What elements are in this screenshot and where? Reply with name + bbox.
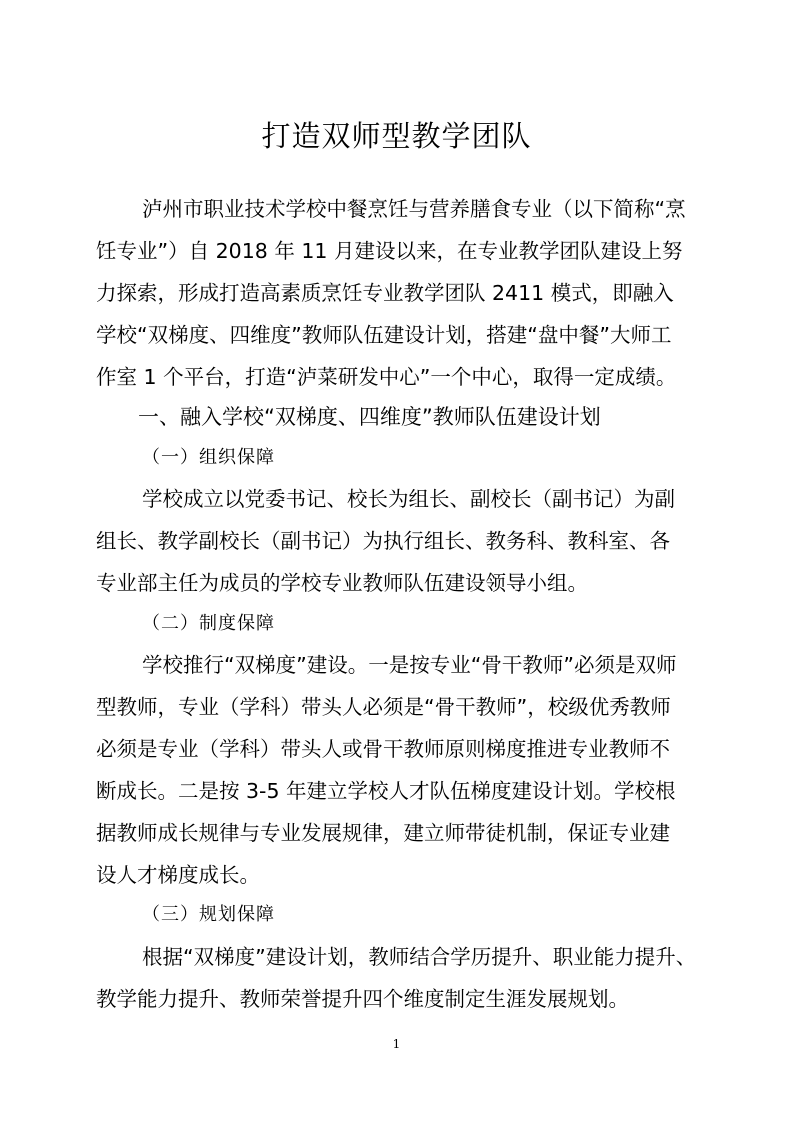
paragraph-line: 专业部主任为成员的学校专业教师队伍建设领导小组。: [96, 571, 588, 595]
paragraph-line: 型教师，专业（学科）带头人必须是“骨干教师”，校级优秀教师: [96, 695, 671, 719]
paragraph-line: 学校成立以党委书记、校长为组长、副校长（副书记）为副: [142, 487, 675, 511]
subsection-heading: （二）制度保障: [142, 613, 275, 634]
paragraph-line: 必须是专业（学科）带头人或骨干教师原则梯度推进专业教师不: [96, 737, 670, 761]
intro-line: 力探索，形成打造高素质烹饪专业教学团队 2411 模式，即融入: [96, 281, 674, 305]
intro-line: 泸州市职业技术学校中餐烹饪与营养膳食专业（以下简称“烹: [142, 197, 686, 221]
section-heading: 一、融入学校“双梯度、四维度”教师队伍建设计划: [138, 405, 601, 429]
paragraph-line: 组长、教学副校长（副书记）为执行组长、教务科、教科室、各: [96, 529, 670, 553]
paragraph-line: 教学能力提升、教师荣誉提升四个维度制定生涯发展规划。: [96, 987, 629, 1011]
paragraph-line: 断成长。二是按 3-5 年建立学校人才队伍梯度建设计划。学校根: [96, 779, 676, 803]
intro-line: 作室 1 个平台，打造“泸菜研发中心”一个中心，取得一定成绩。: [96, 365, 677, 389]
intro-line: 学校“双梯度、四维度”教师队伍建设计划，搭建“盘中餐”大师工: [96, 323, 672, 347]
subsection-heading: （一）组织保障: [142, 447, 275, 468]
document-title: 打造双师型教学团队: [261, 119, 532, 153]
page-number: 1: [392, 1037, 401, 1051]
subsection-heading: （三）规划保障: [142, 904, 275, 925]
paragraph-line: 据教师成长规律与专业发展规律，建立师带徒机制，保证专业建: [96, 821, 670, 845]
paragraph-line: 学校推行“双梯度”建设。一是按专业“骨干教师”必须是双师: [142, 653, 677, 677]
intro-line: 饪专业”）自 2018 年 11 月建设以来，在专业教学团队建设上努: [96, 239, 683, 263]
paragraph-line: 设人才梯度成长。: [96, 863, 260, 887]
paragraph-line: 根据“双梯度”建设计划，教师结合学历提升、职业能力提升、: [142, 945, 697, 969]
